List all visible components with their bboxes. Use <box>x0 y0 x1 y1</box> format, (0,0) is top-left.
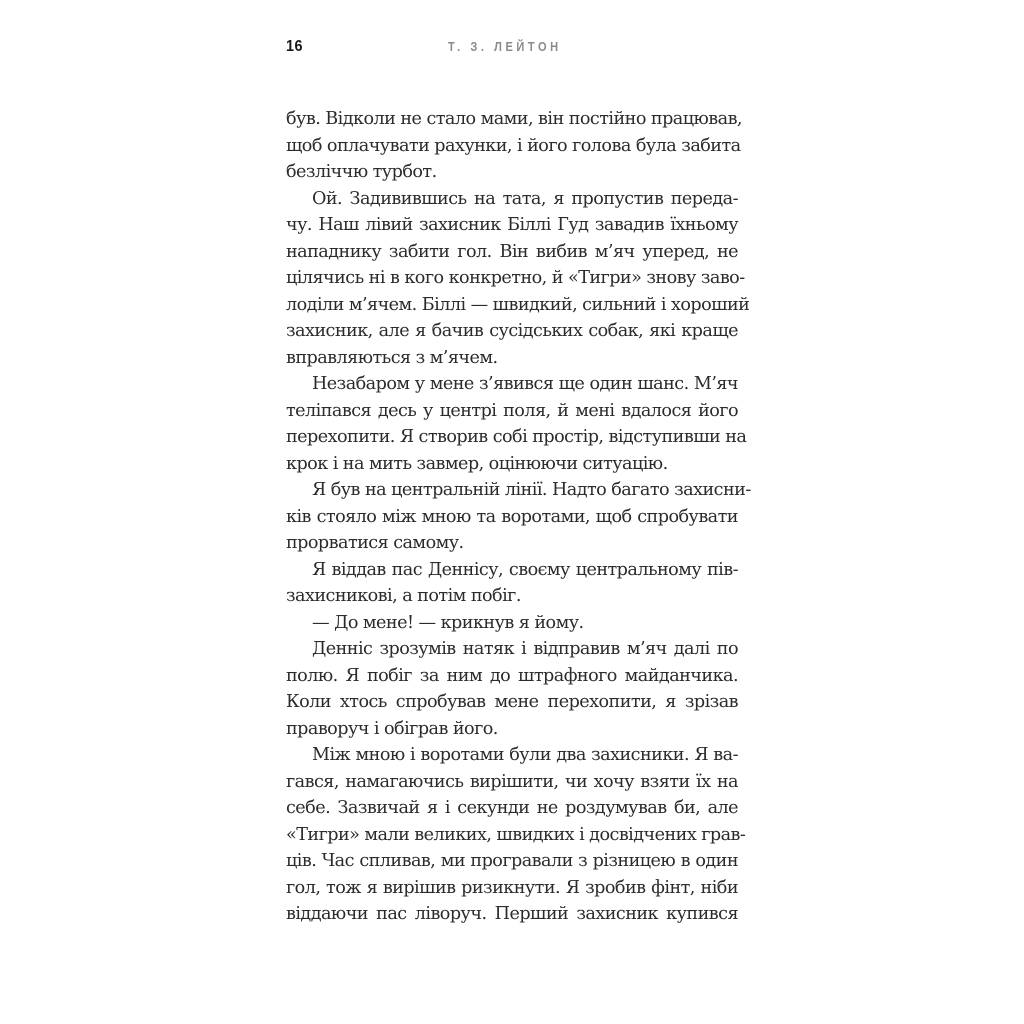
text-line: був. Відколи не стало мами, він постійно працював, <box>286 109 742 129</box>
text-line: ців. Час спливав, ми програвали з різницею в один <box>286 851 738 871</box>
text-line: чу. Наш лівий захисник Біллі Гуд завадив їхньому <box>286 215 738 235</box>
text-line: Коли хтось спробував мене перехопити, я зрізав <box>286 692 738 712</box>
text-line: себе. Зазвичай я і секунди не роздумував би, але <box>286 798 738 818</box>
text-line: полю. Я побіг за ним до штрафного майданчика. <box>286 665 738 686</box>
page-header <box>286 38 738 60</box>
text-line: цілячись ні в кого конкретно, й «Тигри» знову заво- <box>286 268 745 288</box>
text-line: Денніс зрозумів натяк і відправив м’яч далі по <box>312 639 738 659</box>
text-line: лоділи м’ячем. Біллі — швидкий, сильний і хороший <box>286 294 750 315</box>
text-line: «Тигри» мали великих, швидких і досвідчених грав- <box>286 824 746 845</box>
text-line: перехопити. Я створив собі простір, відступивши на <box>286 427 747 447</box>
text-line: захисникові, а потім побіг. <box>286 586 521 606</box>
text-line: Незабаром у мене з’явився ще один шанс. М’яч <box>312 374 738 394</box>
text-line: вправляються з м’ячем. <box>286 347 498 368</box>
text-line: віддаючи пас ліворуч. Перший захисник купився <box>286 904 738 924</box>
text-line: нападнику забити гол. Він вибив м’яч уперед, не <box>286 241 738 262</box>
text-line: захисник, але я бачив сусідських собак, які краще <box>286 321 738 341</box>
text-line: теліпався десь у центрі поля, й мені вдалося його <box>286 400 738 421</box>
text-line: ків стояло між мною та воротами, щоб спробувати <box>286 506 738 527</box>
text-line: — До мене! — крикнув я йому. <box>312 612 584 633</box>
text-line: крок і на мить завмер, оцінюючи ситуацію. <box>286 453 668 474</box>
text-line: Я віддав пас Деннісу, своєму центральному пів- <box>312 559 738 580</box>
text-line: Між мною і воротами були два захисники. Я ва- <box>312 745 738 765</box>
page-number: 16 <box>286 38 303 55</box>
text-line: гався, намагаючись вирішити, чи хочу взяти їх на <box>286 771 738 792</box>
text-line: безліччю турбот. <box>286 162 437 182</box>
body-text <box>286 106 751 928</box>
text-line: прорватися самому. <box>286 533 464 553</box>
text-line: Я був на центральній лінії. Надто багато захисни- <box>312 480 751 500</box>
text-line: праворуч і обіграв його. <box>286 718 498 739</box>
text-line: Ой. Задивившись на тата, я пропустив переда- <box>312 188 738 209</box>
text-line: щоб оплачувати рахунки, і його голова була забита <box>286 135 741 156</box>
text-line: гол, тож я вирішив ризикнути. Я зробив фінт, ніби <box>286 877 738 898</box>
running-head-author: Т. З. ЛЕЙТОН <box>448 39 562 54</box>
